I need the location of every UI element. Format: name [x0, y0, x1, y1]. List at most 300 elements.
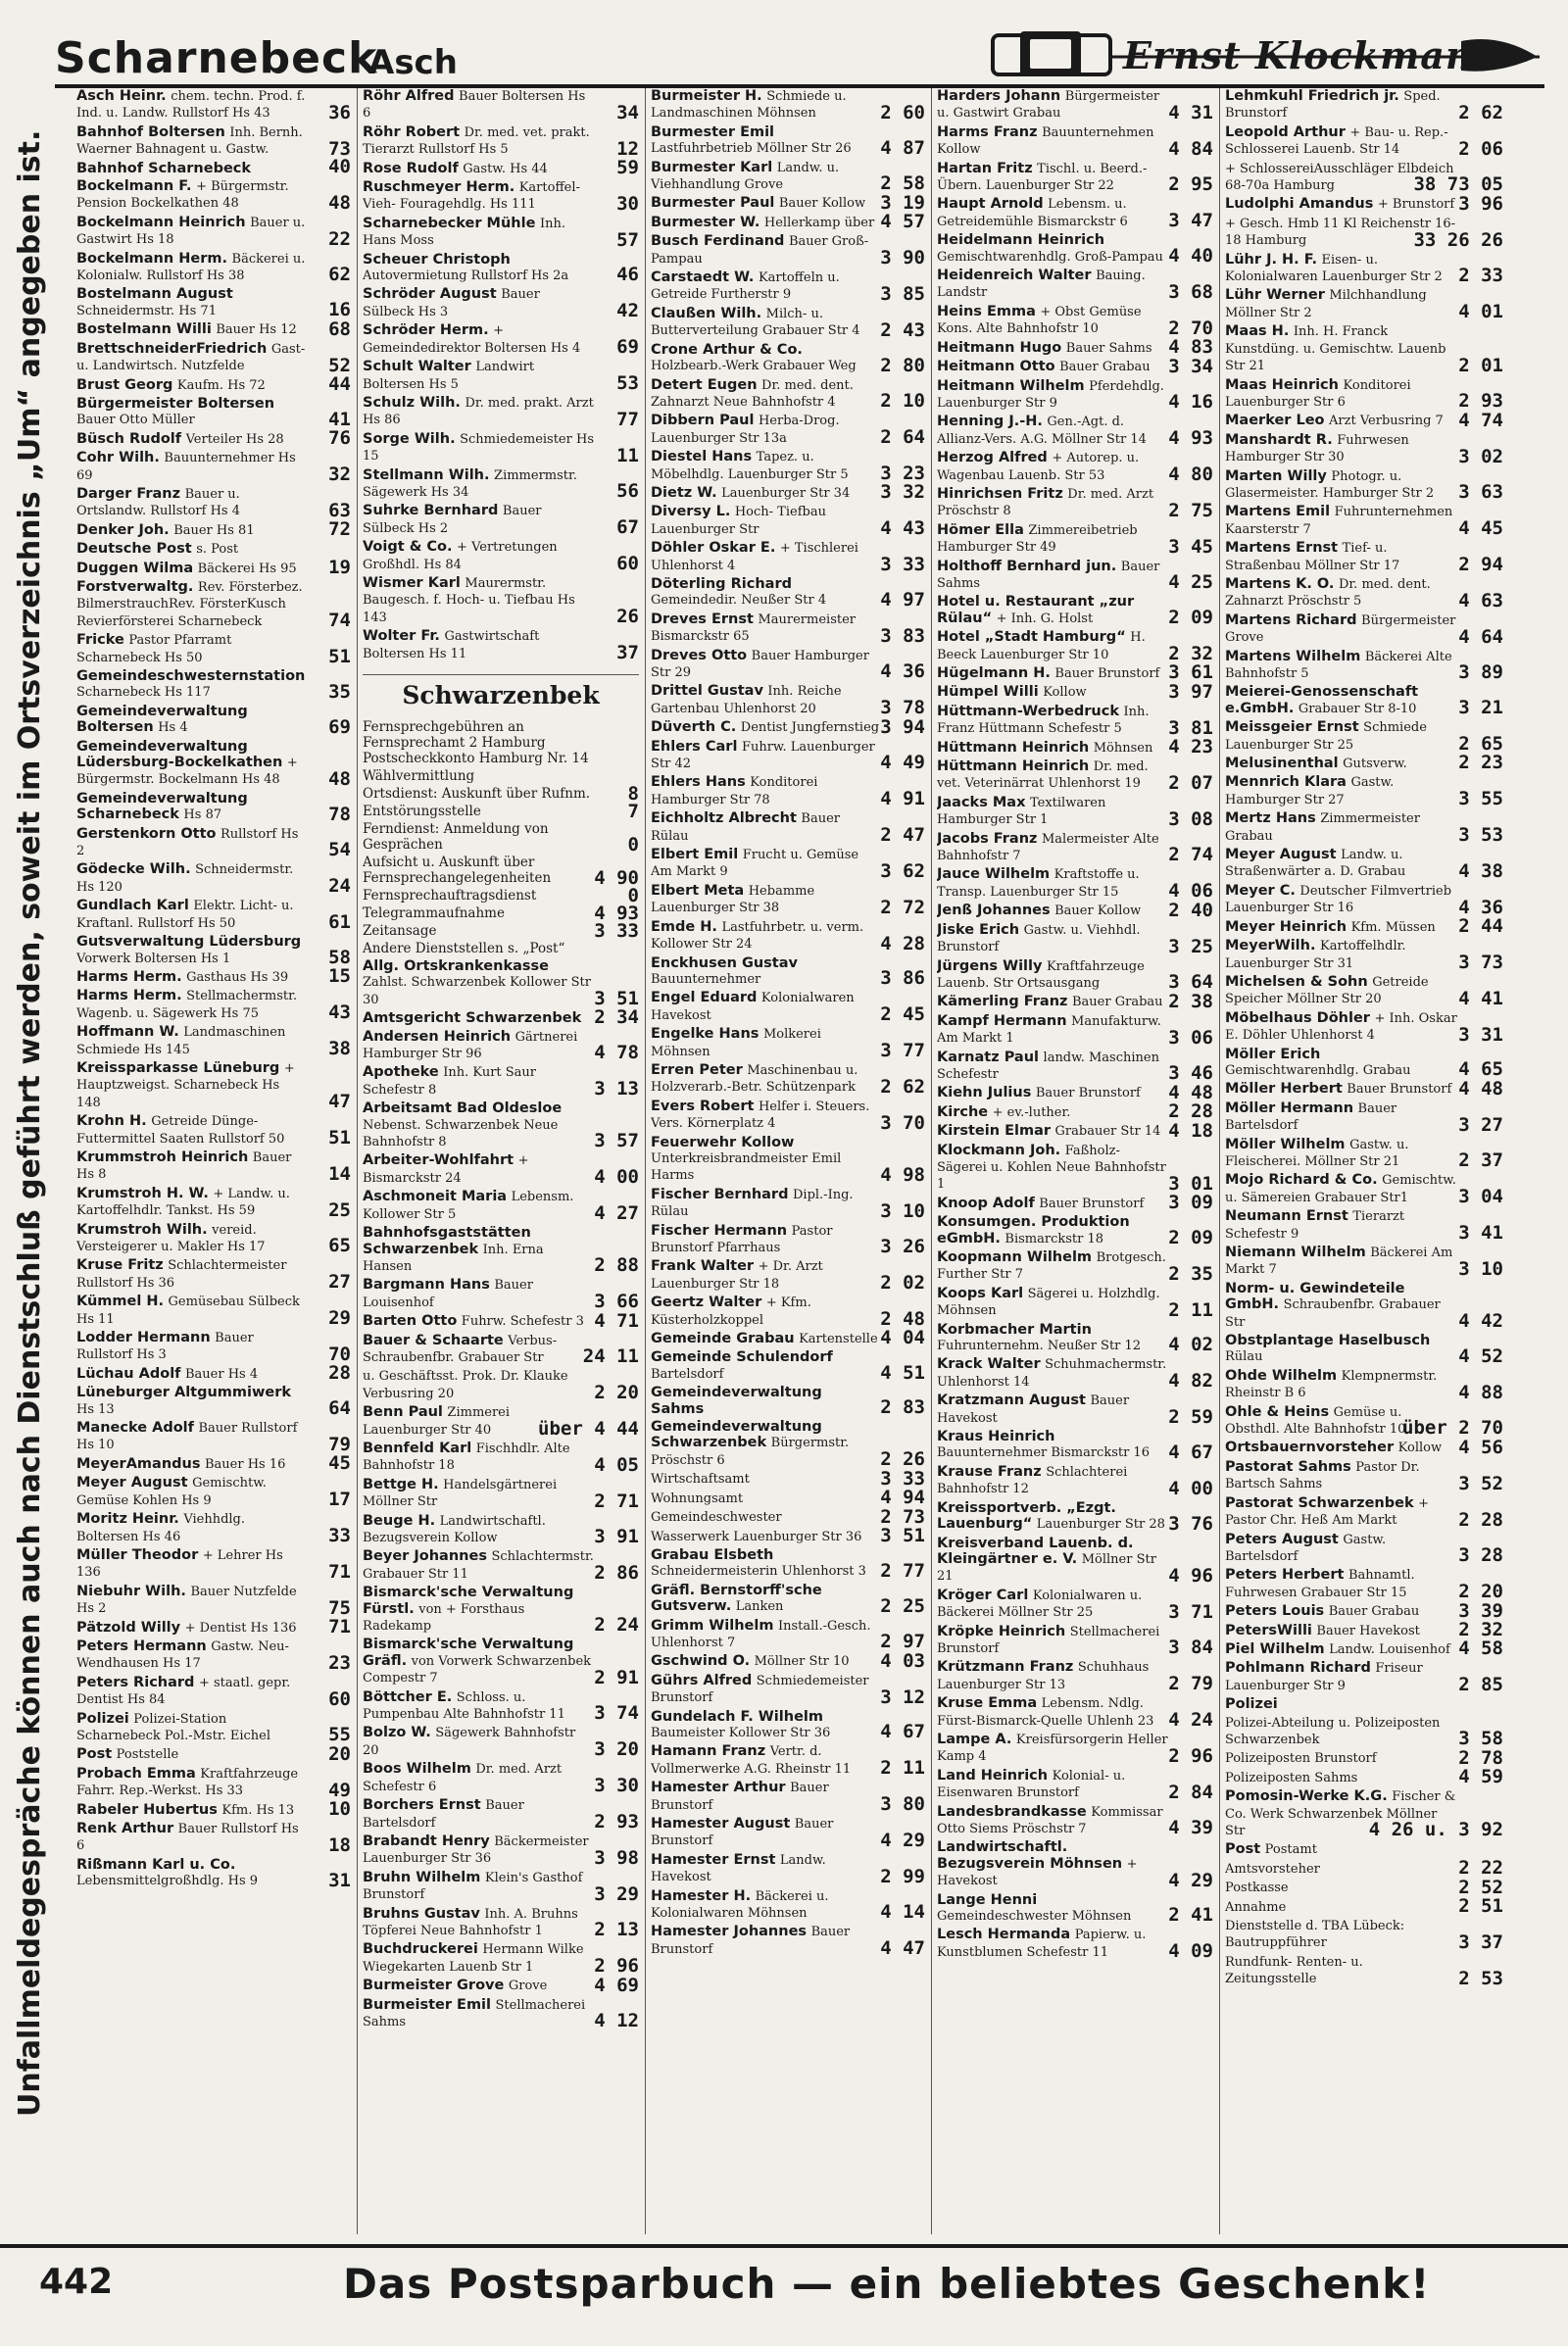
phone-number: 3 12	[880, 1686, 925, 1708]
entry-name: Möller Erich	[1225, 1046, 1321, 1062]
entry-details: Schlachtermeister Rullstorf Hs 36	[76, 1258, 287, 1291]
directory-entry	[1225, 810, 1503, 845]
entry-name: Boos Wilhelm	[363, 1761, 471, 1778]
page-header	[55, 20, 1544, 88]
directory-entry	[937, 336, 1213, 359]
directory-entry	[937, 355, 1213, 377]
entry-name: Hoffmann W.	[76, 1024, 179, 1041]
phone-number: 2 80	[880, 354, 925, 376]
service-line	[363, 821, 639, 853]
entry-details: Maurermeister Bismarckstr 65	[651, 611, 856, 645]
phone-number: 4 42	[1458, 1310, 1503, 1333]
entry-details: Hs 87	[183, 807, 222, 823]
directory-entry	[937, 736, 1213, 758]
directory-entry	[651, 191, 925, 214]
entry-name: Niebuhr Wilh.	[76, 1583, 186, 1599]
entry-name: Döhler Oskar E.	[651, 540, 776, 557]
phone-number: 2 96	[594, 1955, 639, 1978]
entry-name: Lampe A.	[937, 1731, 1012, 1747]
phone-number: 4 93	[594, 903, 639, 924]
directory-entry	[1225, 612, 1503, 647]
service-text: Wählvermittlung	[363, 768, 475, 784]
entry-details: Bürgermstr. Pröschstr 6	[651, 1436, 850, 1468]
phone-number: 2 02	[880, 1272, 925, 1295]
entry-name: Bahnhofsgaststätten Schwarzenbek	[363, 1225, 531, 1257]
entry-name: Bockelmann F.	[76, 178, 192, 195]
phone-number: 61	[328, 911, 351, 934]
entry-name: Fricke	[76, 632, 124, 649]
phone-number: 3 30	[594, 1775, 639, 1797]
directory-entry	[1225, 1100, 1503, 1135]
phone-number: 4 28	[880, 932, 925, 954]
directory-entry	[1225, 1715, 1503, 1749]
phone-number: 3 08	[1168, 807, 1213, 830]
directory-entry	[651, 1295, 925, 1329]
directory-entry	[937, 232, 1213, 266]
directory-entry	[363, 157, 639, 179]
directory-entry	[363, 1441, 639, 1475]
entry-details: Manufakturw. Am Markt 1	[937, 1013, 1161, 1047]
phone-number: 2 41	[1168, 1904, 1213, 1927]
entry-name: Röhr Robert	[363, 123, 461, 140]
directory-entry	[651, 1924, 925, 1958]
phone-number: 3 23	[880, 462, 925, 484]
phone-number: 2 73	[880, 1505, 925, 1528]
entry-details: Kfm. Müssen	[1350, 919, 1436, 935]
entry-details: Polizeiposten Sahms	[1225, 1770, 1358, 1785]
phone-number: 2 88	[594, 1254, 639, 1277]
entry-details: Schlachterei Bahnhofstr 12	[937, 1464, 1128, 1497]
entry-details: Lebensm. Ndlg. Fürst-Bismarck-Quelle Uhlenh 23	[937, 1696, 1154, 1729]
directory-entry	[937, 486, 1213, 520]
directory-entry	[651, 1673, 925, 1707]
entry-details: Dr. med. vet. prakt. Tierarzt Rullstorf Hs 5	[363, 124, 590, 158]
phone-number: 2 23	[1458, 752, 1503, 774]
phone-number: 3 06	[1168, 1026, 1213, 1049]
directory-entry	[937, 1286, 1213, 1320]
entry-details: Dr. med. vet. Veterinärrat Uhlenhorst 19	[937, 759, 1149, 792]
directory-entry	[937, 1732, 1213, 1766]
entry-name: Drittel Gustav	[651, 683, 763, 700]
entry-details: Bauer Kollow	[1054, 904, 1142, 919]
entry-details: Bauer Brunstorf	[651, 1925, 851, 1957]
phone-number: 3 04	[1458, 1186, 1503, 1208]
entry-details: Kartenstelle	[799, 1332, 878, 1347]
phone-number: 4 40	[1168, 245, 1213, 268]
entry-name: Lehmkuhl Friedrich jr.	[1225, 88, 1399, 104]
phone-number: 4 93	[1168, 427, 1213, 450]
entry-details: Bismarckstr 18	[1004, 1231, 1104, 1246]
directory-entry	[76, 1638, 351, 1673]
entry-name: Ehlers Hans	[651, 774, 746, 791]
entry-name: Cohr Wilh.	[76, 450, 160, 466]
phone-number: 71	[328, 1560, 351, 1583]
directory-entry	[363, 1833, 639, 1868]
entry-name: Elbert Meta	[651, 882, 745, 899]
entry-name: Benn Paul	[363, 1404, 443, 1421]
entry-details: Helfer i. Steuers. Vers. Körnerplatz 4	[651, 1099, 870, 1132]
entry-name: Bruhns Gustav	[363, 1905, 480, 1922]
directory-entry	[1225, 1660, 1503, 1694]
entry-name: Wismer Karl	[363, 574, 461, 591]
directory-entry	[363, 1189, 639, 1223]
phone-number: 3 13	[594, 1078, 639, 1100]
entry-details: Landwirtschaftl. Bezugsverein Kollow	[363, 1513, 546, 1545]
entry-details: Landw. u. Viehhandlung Grove	[651, 160, 840, 193]
phone-number: 4 39	[1168, 1817, 1213, 1839]
entry-details: landw. Maschinen Schefestr	[937, 1050, 1159, 1082]
directory-entry	[1225, 915, 1503, 938]
entry-name: Gemeindeverwaltung Sahms	[651, 1385, 822, 1417]
directory-entry	[363, 395, 639, 429]
directory-entry	[937, 1322, 1213, 1355]
phone-number: 2 11	[1168, 1298, 1213, 1321]
entry-details: Bauer Sahms	[937, 559, 1160, 591]
phone-number: 29	[328, 1307, 351, 1330]
entry-name: Stellmann Wilh.	[363, 466, 490, 483]
directory-entry	[937, 1500, 1213, 1534]
directory-column-4	[937, 88, 1213, 2234]
entry-details: + Kfm. Küsterholzkoppel	[651, 1295, 811, 1328]
directory-entry	[651, 1258, 925, 1293]
entry-details: Kraftstoffe u. Transp. Lauenburger Str 15	[937, 867, 1140, 900]
phone-number: 2 20	[1458, 1581, 1503, 1603]
entry-name: Detert Eugen	[651, 376, 758, 393]
directory-entry	[1225, 1788, 1503, 1839]
entry-name: Engel Eduard	[651, 990, 758, 1006]
directory-entry	[651, 1505, 925, 1528]
directory-entry	[651, 1888, 925, 1923]
entry-name: Koops Karl	[937, 1285, 1024, 1301]
phone-number: 2 43	[880, 318, 925, 341]
phone-number: 4 29	[880, 1829, 925, 1851]
directory-entry	[651, 739, 925, 773]
entry-name: Schröder August	[363, 286, 497, 303]
phone-number: 24 11	[582, 1345, 639, 1368]
directory-entry	[1225, 161, 1503, 195]
directory-entry	[76, 372, 351, 395]
directory-entry	[1225, 323, 1503, 374]
directory-entry	[937, 304, 1213, 338]
directory-entry	[651, 504, 925, 538]
entry-details: Vorwerk Boltersen Hs 1	[76, 951, 231, 966]
entry-details: Kaufm. Hs 72	[176, 377, 266, 393]
phone-number: 3 21	[1458, 697, 1503, 719]
phone-number: über 2 70	[1402, 1417, 1503, 1440]
phone-number: 37	[616, 642, 639, 663]
phone-number: 3 91	[594, 1526, 639, 1548]
entry-details: Elektr. Licht- u. Kraftanl. Rullstorf Hs 50	[76, 899, 294, 931]
directory-entry	[76, 1385, 351, 1418]
entry-details: + Autorep. u. Wagenbau Lauenb. Str 53	[937, 451, 1140, 483]
entry-name: Wolter Fr.	[363, 628, 440, 645]
entry-name: Lesch Hermanda	[937, 1927, 1071, 1943]
entry-name: Henning J.-H.	[937, 414, 1043, 430]
phone-number: 3 89	[1458, 661, 1503, 684]
entry-name: Dietz W.	[651, 484, 717, 501]
entry-details: Dr. med. dent. Zahnarzt Neue Bahnhofstr 4	[651, 377, 854, 410]
entry-details: Bauer Grabau	[1328, 1604, 1420, 1620]
phone-number: 7	[627, 801, 639, 822]
entry-details: Verbus-Schraubenfbr. Grabauer Str	[363, 1333, 558, 1365]
phone-number: 3 97	[1168, 680, 1213, 703]
phone-number: 4 48	[1458, 1077, 1503, 1100]
directory-entry	[363, 1725, 639, 1759]
directory-entry	[76, 632, 351, 666]
directory-entry	[363, 1797, 639, 1832]
entry-details: Gen.-Agt. d. Allianz-Vers. A.G. Möllner Str 14	[937, 415, 1147, 447]
entry-name: Pätzold Willy	[76, 1619, 181, 1636]
entry-details: Bauer u. Gastwirt Hs 18	[76, 215, 306, 248]
entry-name: Schult Walter	[363, 359, 471, 375]
service-line	[363, 768, 639, 784]
entry-details: Nebenst. Schwarzenbek Neue Bahnhofstr 8	[363, 1117, 559, 1150]
entry-details: Kolonialwaren Havekost	[651, 991, 855, 1023]
entry-details: + Brunstorf	[1377, 197, 1455, 213]
directory-entry	[937, 1249, 1213, 1284]
entry-details: Landw. Havekost	[651, 1852, 826, 1885]
entry-details: Bauer u. Ortslandw. Rullstorf Hs 4	[76, 486, 240, 519]
entry-details: + Bürgermstr. Bockelmann Hs 48	[76, 756, 298, 788]
entry-details: Möllner Str 21	[937, 1551, 1156, 1585]
phone-number: 3 19	[880, 191, 925, 214]
entry-details: Pastor Dr. Bartsch Sahms	[1225, 1459, 1420, 1492]
directory-entry	[651, 481, 925, 504]
directory-entry	[651, 306, 925, 340]
entry-details: Klein's Gasthof Brunstorf	[363, 1870, 583, 1903]
phone-number: 3 78	[880, 697, 925, 719]
entry-name: Böttcher E.	[363, 1688, 453, 1705]
entry-name: Rose Rudolf	[363, 160, 459, 176]
directory-entry	[1225, 1618, 1503, 1640]
entry-details: Inh. A. Bruhns Töpferei Neue Bahnhofstr 1	[363, 1906, 578, 1938]
entry-name: Lüneburger Altgummiwerk	[76, 1385, 292, 1401]
entry-details: Bauer Bartelsdorf	[363, 1798, 524, 1831]
directory-entry	[76, 1584, 351, 1618]
entry-name: Gutsverwaltung Lüdersburg	[76, 934, 302, 951]
entry-name: Feuerwehr Kollow	[651, 1134, 795, 1150]
directory-entry	[76, 1452, 351, 1475]
column-divider	[645, 88, 646, 2234]
directory-entry	[651, 1223, 925, 1257]
directory-entry	[937, 196, 1213, 230]
entry-name: Harders Johann	[937, 88, 1061, 104]
directory-entry	[1225, 1746, 1503, 1769]
phone-number: 2 93	[1458, 390, 1503, 413]
entry-name: Gräfl. Bernstorff'sche Gutsverw.	[651, 1582, 822, 1615]
service-text: Ferndienst: Anmeldung von Gesprächen	[363, 821, 549, 853]
entry-details: Inh. Erna Hansen	[363, 1242, 544, 1274]
entry-details: Gemeindedir. Neußer Str 4	[651, 593, 827, 609]
entry-name: Elbert Emil	[651, 847, 739, 863]
entry-name: Polizei	[1225, 1696, 1278, 1713]
entry-details: Eisen- u. Kolonialwaren Lauenburger Str 2	[1225, 252, 1443, 285]
directory-entry	[1225, 1766, 1503, 1788]
directory-entry	[1225, 1567, 1503, 1601]
side-note-text: Unfallmeldegespräche können auch nach Dienstschluß geführt werden, soweit im Ortsverzeichnis „Um“ angegeben ist.	[13, 129, 47, 2117]
service-line	[363, 885, 639, 906]
service-line	[363, 920, 639, 942]
phone-number: 33 26 26	[1413, 228, 1503, 251]
phone-number: 4 69	[594, 1974, 639, 1996]
entry-details: Inh. Reiche Gartenbau Uhlenhorst 20	[651, 684, 842, 716]
directory-entry	[651, 377, 925, 412]
entry-details: Zimmermeister Grabau	[1225, 811, 1420, 844]
phone-number: 3 41	[1458, 1222, 1503, 1244]
directory-entry	[76, 826, 351, 860]
entry-details: Gutsverw.	[1343, 757, 1407, 772]
phone-number: 0	[627, 834, 639, 855]
phone-number: 2 11	[880, 1757, 925, 1780]
phone-number: 11	[616, 444, 639, 466]
directory-entry	[76, 1222, 351, 1256]
entry-details: + Inh. G. Holst	[996, 611, 1094, 626]
phone-number: 4 87	[880, 136, 925, 159]
phone-number: 2 74	[1168, 844, 1213, 866]
entry-name: Ehlers Carl	[651, 738, 738, 755]
phone-number: 44	[328, 372, 351, 395]
directory-entry	[1225, 752, 1503, 774]
entry-name: Hamester Arthur	[651, 1780, 786, 1796]
directory-entry	[651, 648, 925, 682]
service-line	[363, 941, 639, 956]
directory-entry	[937, 1100, 1213, 1123]
entry-details: Schloss. u. Pumpenbau Alte Bahnhofstr 11	[363, 1689, 565, 1723]
entry-name: Peters August	[1225, 1531, 1339, 1547]
phone-number: 3 64	[1168, 971, 1213, 994]
phone-number: 64	[328, 1397, 351, 1420]
directory-entry	[76, 1742, 351, 1765]
phone-number: 3 20	[594, 1738, 639, 1761]
entry-details: Landwirt Boltersen Hs 5	[363, 360, 535, 392]
directory-entry	[1225, 1895, 1503, 1918]
directory-entry	[1225, 504, 1503, 538]
entry-details: Kolonial- u. Eisenwaren Brunstorf	[937, 1768, 1126, 1801]
entry-details: Grove	[508, 1979, 548, 1994]
entry-name: Grimm Wilhelm	[651, 1617, 774, 1634]
directory-entry	[76, 861, 351, 896]
directory-entry	[937, 1081, 1213, 1103]
entry-details: Annahme	[1225, 1899, 1287, 1915]
directory-entry	[363, 1064, 639, 1099]
entry-name: Möbelhaus Döhler	[1225, 1009, 1370, 1026]
entry-name: Frank Walter	[651, 1258, 755, 1275]
directory-entry	[76, 668, 351, 702]
entry-name: Gemeindeverwaltung Schwarzenbek	[651, 1419, 822, 1451]
phone-number: 19	[328, 556, 351, 578]
phone-number: 2 78	[1458, 1746, 1503, 1769]
entry-details: Kraftfahrzeuge Fahrr. Rep.-Werkst. Hs 33	[76, 1766, 299, 1799]
entry-details: + staatl. gepr. Dentist Hs 84	[76, 1675, 291, 1708]
phone-number: 4 00	[594, 1166, 639, 1189]
phone-number: über 4 44	[538, 1417, 639, 1440]
directory-entry	[1225, 576, 1503, 611]
entry-details: Autovermietung Rullstorf Hs 2a	[363, 269, 569, 284]
directory-entry	[937, 629, 1213, 663]
directory-entry	[1225, 1696, 1503, 1712]
entry-name: Kirche	[937, 1103, 989, 1120]
directory-entry	[76, 450, 351, 484]
phone-number: 2 34	[594, 1005, 639, 1028]
entry-details: Bauer Hs 8	[76, 1149, 292, 1183]
phone-number: 3 47	[1168, 210, 1213, 232]
phone-number: 55	[328, 1724, 351, 1746]
phone-number: 2 60	[880, 101, 925, 123]
phone-number: 30	[616, 192, 639, 215]
directory-entry	[76, 427, 351, 450]
entry-details: Bauer Grabau	[1059, 360, 1151, 375]
entry-details: Lanken	[735, 1599, 784, 1615]
directory-entry	[937, 1119, 1213, 1142]
entry-name: Jacobs Franz	[937, 830, 1038, 847]
phone-number: 78	[328, 803, 351, 825]
entry-name: Bismarck'sche Verwaltung Gräfl.	[363, 1637, 574, 1669]
entry-details: Wasserwerk Lauenburger Str 36	[651, 1529, 862, 1544]
entry-details: Gastw. Neu-Wendhausen Hs 17	[76, 1638, 289, 1672]
entry-details: Bürgermeister Grove	[1225, 612, 1456, 646]
phone-number: 57	[616, 228, 639, 251]
directory-entry	[1225, 216, 1503, 250]
entry-name: Hügelmann H.	[937, 665, 1051, 681]
phone-number: 42	[616, 300, 639, 322]
entry-name: Kruse Emma	[937, 1695, 1038, 1712]
phone-number: 4 43	[880, 517, 925, 540]
phone-number: 20	[328, 1742, 351, 1765]
column-divider	[1219, 88, 1220, 2234]
directory-entry	[1225, 1010, 1503, 1045]
entry-details: Schmiedemeister Brunstorf	[651, 1673, 869, 1706]
entry-name: Meierei-Genossenschaft e.GmbH.	[1225, 684, 1419, 716]
entry-details: Amtsvorsteher	[1225, 1861, 1320, 1877]
directory-entry	[363, 1974, 639, 1996]
directory-entry	[651, 1327, 925, 1349]
entry-details: Bauer Nutzfelde Hs 2	[76, 1584, 297, 1617]
directory-entry	[937, 414, 1213, 448]
directory-entry	[363, 1997, 639, 2031]
directory-entry	[1225, 1918, 1503, 1952]
directory-entry	[651, 683, 925, 717]
entry-details: Schneidermstr. Hs 71	[76, 303, 217, 318]
directory-entry	[1225, 88, 1503, 122]
phone-number: 2 09	[1168, 1227, 1213, 1248]
column-divider	[357, 88, 358, 2234]
entry-details: Gastwirtschaft Boltersen Hs 11	[363, 629, 540, 661]
phone-number: 31	[328, 1869, 351, 1891]
phone-number: 3 33	[594, 920, 639, 942]
phone-number: 71	[328, 1615, 351, 1637]
entry-details: Tief- u. Straßenbau Möllner Str 17	[1225, 541, 1400, 573]
entry-name: Burmeister Emil	[363, 1996, 491, 2013]
entry-name: Hömer Ella	[937, 521, 1024, 538]
directory-entry	[937, 1839, 1213, 1889]
phone-number: 4 49	[880, 752, 925, 774]
entry-details: Gasthaus Hs 39	[186, 969, 289, 985]
directory-entry	[937, 704, 1213, 738]
entry-details: Bauer Brunstorf	[1054, 666, 1160, 681]
entry-name: PetersWilli	[1225, 1622, 1312, 1638]
directory-entry	[1225, 1599, 1503, 1622]
phone-number: 4 31	[1168, 101, 1213, 123]
entry-name: Lühr Werner	[1225, 287, 1325, 304]
entry-details: Gemeindeschwester Möhnsen	[937, 1909, 1132, 1925]
phone-number: 3 81	[1168, 716, 1213, 739]
phone-number: 4 00	[1168, 1477, 1213, 1499]
entry-details: + Landw. u. Kartoffelhdlr. Tankst. Hs 59	[76, 1186, 290, 1219]
directory-entry	[76, 1257, 351, 1292]
directory-entry	[937, 1050, 1213, 1084]
phone-number: 49	[328, 1779, 351, 1801]
directory-entry	[651, 1649, 925, 1672]
